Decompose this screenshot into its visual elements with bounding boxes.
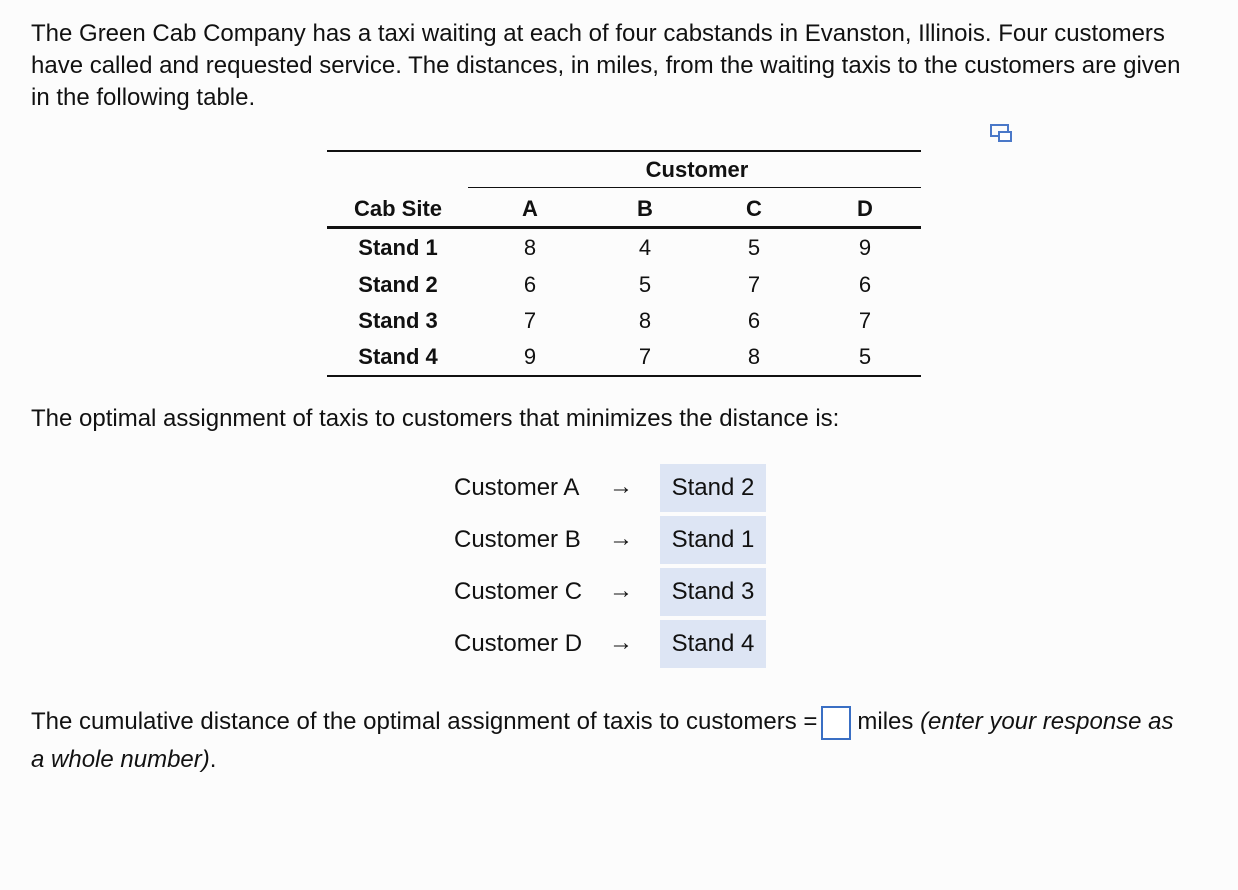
table-cell: 6 — [523, 272, 537, 297]
cab-site-header: Cab Site — [353, 196, 443, 221]
customer-group-header: Customer — [645, 157, 749, 182]
copy-table-icon[interactable] — [990, 123, 1014, 145]
customer-b-answer: Stand 1 — [660, 516, 766, 564]
sentence-end: . — [209, 746, 217, 773]
row-label-stand-1: Stand 1 — [358, 235, 438, 260]
cumulative-distance-input[interactable] — [821, 706, 851, 740]
table-cell: 9 — [858, 235, 872, 260]
table-cell: 7 — [858, 308, 872, 333]
customer-a-label: Customer A — [454, 474, 580, 501]
table-cell: 5 — [858, 344, 872, 369]
table-cell: 7 — [523, 308, 537, 333]
customer-a-answer: Stand 2 — [660, 464, 766, 512]
customer-c-label: Customer C — [454, 578, 583, 605]
table-cell: 7 — [638, 344, 652, 369]
units-label: miles — [857, 708, 914, 735]
right-arrow-icon: → — [609, 629, 633, 656]
table-cell: 4 — [638, 235, 652, 260]
table-cell: 8 — [523, 235, 537, 260]
row-label-stand-3: Stand 3 — [358, 308, 438, 333]
table-cell: 5 — [638, 272, 652, 297]
table-cell: 8 — [638, 308, 652, 333]
table-cell: 7 — [747, 272, 761, 297]
right-arrow-icon: → — [609, 577, 633, 604]
table-cell: 5 — [747, 235, 761, 260]
row-label-stand-4: Stand 4 — [358, 344, 438, 369]
cumulative-prefix: The cumulative distance of the optimal assignment of taxis to customers = — [31, 708, 818, 735]
table-cell: 6 — [747, 308, 761, 333]
right-arrow-icon: → — [609, 525, 633, 552]
column-header-b: B — [637, 196, 653, 221]
customer-c-answer: Stand 3 — [660, 568, 766, 616]
column-header-c: C — [746, 196, 762, 221]
table-top-rule — [327, 150, 921, 152]
table-cell: 6 — [858, 272, 872, 297]
customer-d-label: Customer D — [454, 630, 583, 657]
distance-table — [327, 150, 921, 377]
table-bottom-rule — [327, 375, 921, 377]
group-header-rule — [468, 187, 921, 188]
customer-b-label: Customer B — [454, 526, 581, 553]
cumulative-distance-question — [31, 703, 1181, 779]
column-header-a: A — [522, 196, 538, 221]
table-cell: 8 — [747, 344, 761, 369]
row-label-stand-2: Stand 2 — [358, 272, 438, 297]
table-cell: 9 — [523, 344, 537, 369]
assignment-question: The optimal assignment of taxis to customers that minimizes the distance is: — [31, 405, 840, 432]
customer-d-answer: Stand 4 — [660, 620, 766, 668]
column-header-d: D — [857, 196, 873, 221]
problem-intro: The Green Cab Company has a taxi waiting at each of four cabstands in Evanston, Illinois. Four customers have called and requested service. The distances, in miles, from the waiting taxis to the customers are given in the following table. — [31, 20, 1181, 111]
right-arrow-icon: → — [609, 473, 633, 500]
response-hint: (enter your response as a whole number) — [31, 708, 1174, 773]
header-rule — [327, 226, 921, 229]
